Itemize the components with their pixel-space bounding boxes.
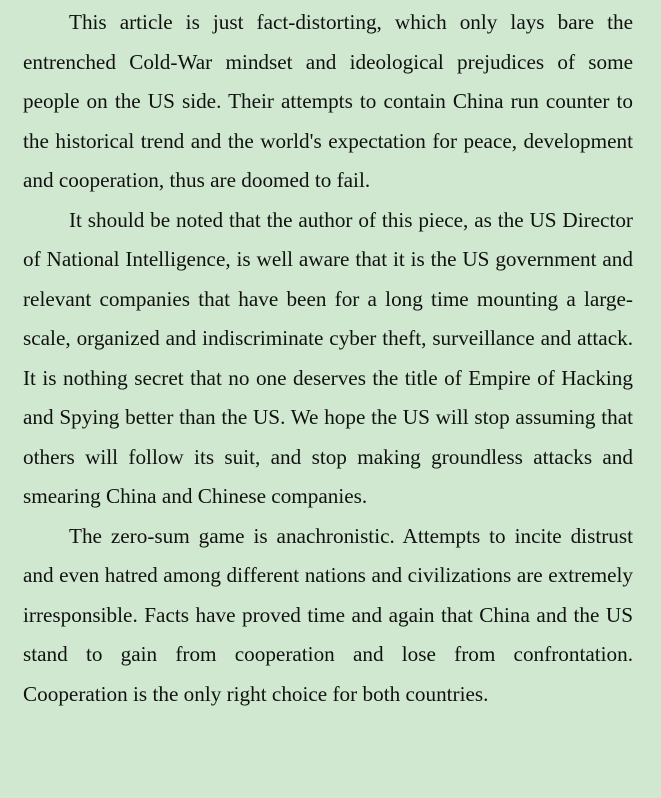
paragraph-zero-sum-game: The zero-sum game is anachronistic. Attempts to incite distrust and even hatred among different nations and civilizations are extremely irresponsible. Facts have proved time and again that China and the US stand to gain from cooperation and lose from confrontation. Cooperation is the only right choice for both countries. (23, 523, 633, 706)
paragraph-cold-war-mindset: This article is just fact-distorting, which only lays bare the entrenched Cold-War mindset and ideological prejudices of some people on the US side. Their attempts to contain China run counter to the historical trend and the world's expectation for peace, development and cooperation, thus are doomed to fail. (23, 10, 633, 192)
paragraph-empire-of-hacking: It should be noted that the author of this piece, as the US Director of National Intelligence, is well aware that it is the US government and relevant companies that have been for a long time mounting a large-scale, organized and indiscriminate cyber theft, surveillance and attack. It is nothing secret that no one deserves the title of Empire of Hacking and Spying better than the US. We hope the US will stop assuming that others will follow its suit, and stop making groundless attacks and smearing China and Chinese companies. (23, 207, 633, 508)
